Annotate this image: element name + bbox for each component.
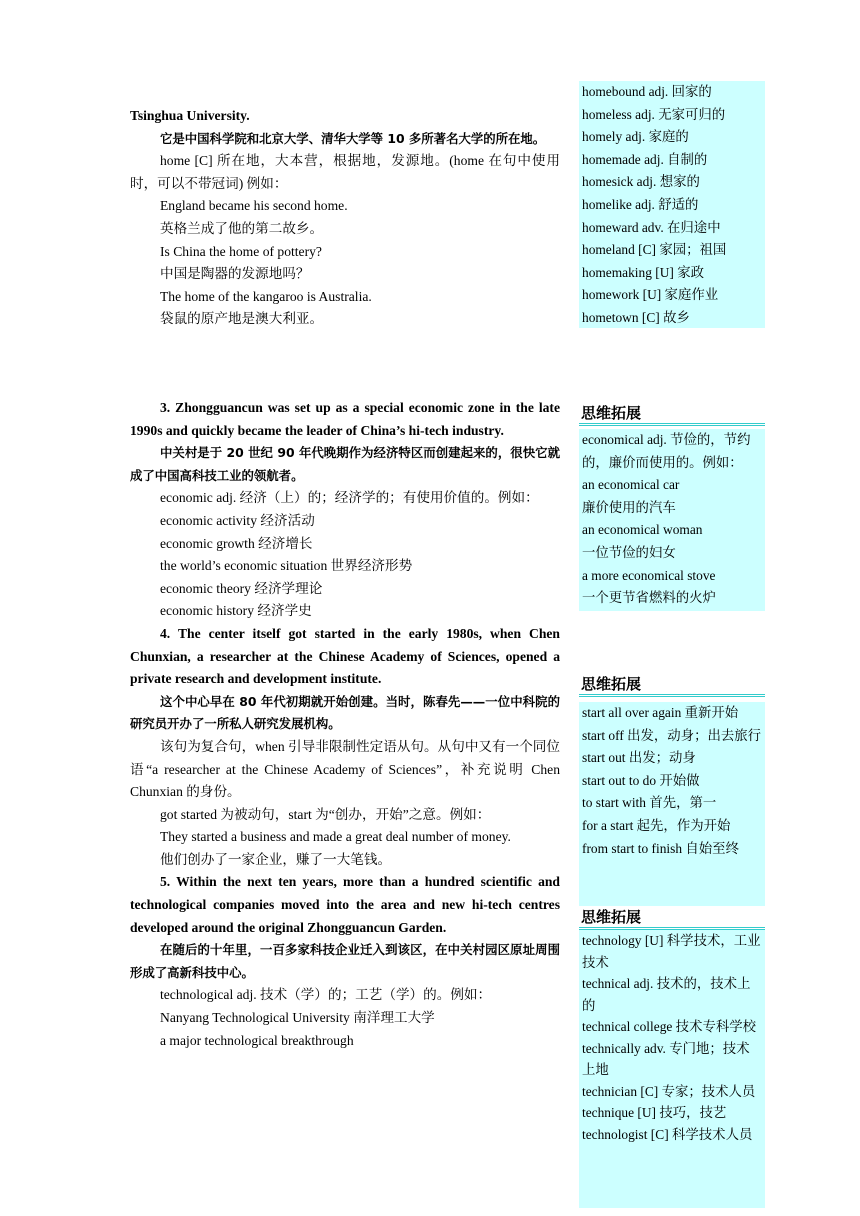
sidebar-item: homemaking [U] 家政 bbox=[582, 264, 704, 280]
sidebar-technology bbox=[579, 930, 765, 1208]
example-line: 袋鼠的原产地是澳大利亚。 bbox=[160, 311, 324, 327]
sidebar-start bbox=[579, 702, 765, 906]
sidebar-item: start all over again 重新开始 bbox=[582, 705, 739, 720]
sidebar-item: technology [U] 科学技术，工业技术 bbox=[582, 933, 761, 970]
sidebar-home-words bbox=[579, 81, 765, 328]
main-text-top bbox=[130, 105, 560, 331]
example-line: a major technological breakthrough bbox=[160, 1032, 354, 1048]
example-line: They started a business and made a great deal number of money. bbox=[160, 829, 511, 845]
sidebar-item: technical college 技术专科学校 bbox=[582, 1019, 757, 1034]
sidebar-item: start out to do 开始做 bbox=[582, 772, 700, 788]
sidebar-item: homebound adj. 回家的 bbox=[582, 84, 712, 99]
main-text-bottom bbox=[130, 397, 560, 1052]
paragraph: 它是中国科学院和北京大学、清华大学等 10 多所著名大学的所在地。 bbox=[160, 130, 546, 146]
sidebar-item: an economical car bbox=[582, 477, 680, 493]
example-line: the world’s economic situation 世界经济形势 bbox=[160, 558, 413, 574]
sidebar-item: homeward adv. 在归途中 bbox=[582, 219, 721, 235]
vocab-economic: economic adj. 经济（上）的；经济学的；有使用价值的。例如： bbox=[160, 490, 539, 506]
sidebar-item: homelike adj. 舒适的 bbox=[582, 196, 699, 212]
translation-3: 中关村是于 20 世纪 90 年代晚期作为经济特区而创建起来的，很快它就成了中国高科技工业的领航者。 bbox=[130, 445, 560, 483]
example-line: 他们创办了一家企业，赚了一大笔钱。 bbox=[160, 851, 392, 867]
example-line: economic activity 经济活动 bbox=[160, 512, 315, 528]
example-line: 中国是陶器的发源地吗？ bbox=[160, 266, 310, 282]
paragraph: home [C] 所在地，大本营，根据地，发源地。(home 在句中使用时，可以不带冠词) 例如： bbox=[130, 153, 560, 191]
sidebar-item: 一个更节省燃料的火炉 bbox=[582, 590, 716, 606]
sidebar-item: to start with 首先，第一 bbox=[582, 795, 717, 811]
example-line: economic history 经济学史 bbox=[160, 603, 312, 619]
sentence-5: 5. Within the next ten years, more than a hundred scientific and technological companies moved into the area and new hi-tech centres developed around the original Zhongguancun Garden. bbox=[130, 874, 560, 935]
vocab-start: got started 为被动句，start 为“创办，开始”之意。例如： bbox=[160, 806, 491, 822]
paragraph: Tsinghua University. bbox=[130, 108, 250, 123]
example-line: 英格兰成了他的第二故乡。 bbox=[160, 220, 324, 236]
sidebar-item: technologist [C] 科学技术人员 bbox=[582, 1126, 753, 1142]
sidebar-item: for a start 起先，作为开始 bbox=[582, 817, 731, 833]
sidebar-item: homework [U] 家庭作业 bbox=[582, 287, 719, 303]
sidebar-item: hometown [C] 故乡 bbox=[582, 309, 690, 325]
sidebar-item: technical adj. 技术的，技术上的 bbox=[582, 976, 751, 1013]
sidebar-item: 一位节俭的妇女 bbox=[582, 544, 676, 560]
sidebar-item: homely adj. 家庭的 bbox=[582, 129, 689, 145]
example-line: economic growth 经济增长 bbox=[160, 535, 313, 551]
sidebar-header-economical: 思维拓展 bbox=[579, 403, 765, 426]
example-line: Nanyang Technological University 南洋理工大学 bbox=[160, 1010, 435, 1026]
translation-5: 在随后的十年里，一百多家科技企业迁入到该区，在中关村园区原址周围形成了高新科技中心。 bbox=[130, 942, 560, 980]
sentence-3: 3. Zhongguancun was set up as a special economic zone in the late 1990s and quickly became the leader of China’s hi-tech industry. bbox=[130, 400, 560, 438]
sidebar-economical bbox=[579, 429, 765, 611]
sidebar-item: technician [C] 专家；技术人员 bbox=[582, 1083, 756, 1099]
example-line: economic theory 经济学理论 bbox=[160, 580, 323, 596]
example-line: England became his second home. bbox=[160, 198, 348, 214]
sidebar-item: homesick adj. 想家的 bbox=[582, 174, 700, 190]
grammar-note: 该句为复合句，when 引导非限制性定语从句。从句中又有一个同位语“a researcher at the Chinese Academy of Sciences”，补充说明 Chen Chunxian 的身份。 bbox=[130, 738, 560, 800]
translation-4: 这个中心早在 80 年代初期就开始创建。当时，陈春先——一位中科院的研究员开办了一所私人研究发展机构。 bbox=[130, 693, 560, 732]
sidebar-item: start out 出发；动身 bbox=[582, 750, 696, 766]
sidebar-item: 廉价使用的汽车 bbox=[582, 499, 676, 515]
vocab-technological: technological adj. 技术（学）的；工艺（学）的。例如： bbox=[160, 987, 492, 1003]
sidebar-item: from start to finish 自始至终 bbox=[582, 840, 739, 856]
sidebar-item: homeless adj. 无家可归的 bbox=[582, 106, 726, 122]
sidebar-item: technically adv. 专门地；技术上地 bbox=[582, 1040, 750, 1077]
sidebar-item: economical adj. 节俭的，节约的，廉价而使用的。例如： bbox=[582, 432, 751, 470]
sidebar-item: start off 出发，动身；出去旅行 bbox=[582, 727, 762, 743]
sidebar-item: a more economical stove bbox=[582, 567, 716, 583]
sidebar-item: an economical woman bbox=[582, 522, 703, 538]
example-line: Is China the home of pottery? bbox=[160, 243, 322, 259]
sidebar-item: homemade adj. 自制的 bbox=[582, 151, 708, 167]
example-line: The home of the kangaroo is Australia. bbox=[160, 288, 372, 304]
sidebar-item: technique [U] 技巧，技艺 bbox=[582, 1105, 727, 1120]
sentence-4: 4. The center itself got started in the early 1980s, when Chen Chunxian, a researcher at the Chinese Academy of Sciences, opened a private research and development institute. bbox=[130, 625, 560, 687]
sidebar-item: homeland [C] 家园；祖国 bbox=[582, 242, 727, 258]
sidebar-header-technology: 思维拓展 bbox=[579, 907, 765, 930]
sidebar-header-start: 思维拓展 bbox=[579, 674, 765, 697]
